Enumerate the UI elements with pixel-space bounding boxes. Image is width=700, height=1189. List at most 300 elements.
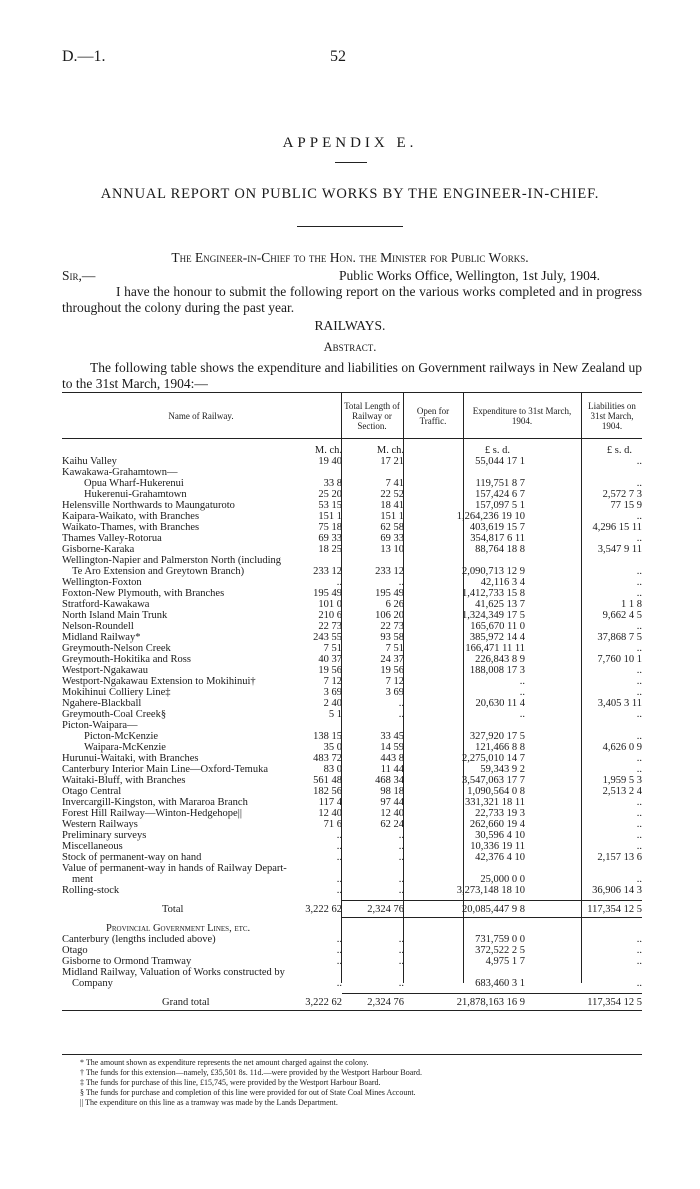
cell: .. — [636, 841, 642, 852]
cell: 2 40 — [323, 698, 342, 709]
cell: 1 1 8 — [621, 599, 642, 610]
cell: 119,751 8 7 — [475, 478, 525, 489]
cell: 97 44 — [380, 797, 404, 808]
cell: 157,097 5 1 — [475, 500, 525, 511]
total-rule — [342, 917, 642, 918]
cell: .. — [636, 456, 642, 467]
cell: 14 59 — [380, 742, 404, 753]
total-row — [62, 904, 642, 915]
cell: 2,157 13 6 — [597, 852, 642, 863]
cell: .. — [398, 978, 404, 989]
cell: 12 40 — [318, 808, 342, 819]
table-row — [62, 978, 642, 989]
cell: .. — [336, 841, 342, 852]
cell: 12 40 — [380, 808, 404, 819]
cell: .. — [336, 978, 342, 989]
cell: 24 37 — [380, 654, 404, 665]
railway-name: Miscellaneous — [62, 841, 123, 852]
cell: 195 49 — [375, 588, 404, 599]
cell: .. — [336, 852, 342, 863]
table-row — [62, 731, 642, 742]
cell: 3,405 3 11 — [597, 698, 642, 709]
table-row — [62, 610, 642, 621]
cell: 59,343 9 2 — [480, 764, 525, 775]
cell: .. — [398, 885, 404, 896]
cell: 4,626 0 9 — [602, 742, 642, 753]
railway-name: Preliminary surveys — [62, 830, 147, 841]
railway-name: Picton-Waipara— — [62, 720, 138, 731]
railway-name: Foxton-New Plymouth, with Branches — [62, 588, 225, 599]
cell: £ s. d. — [484, 445, 510, 456]
cell: .. — [636, 577, 642, 588]
cell: M. ch. — [314, 445, 342, 456]
abstract-heading: Abstract. — [323, 340, 377, 354]
cell: 10,336 19 11 — [470, 841, 525, 852]
cell: 3,222 62 — [305, 997, 342, 1008]
cell: .. — [636, 533, 642, 544]
cell: 443 8 — [380, 753, 404, 764]
cell: .. — [636, 566, 642, 577]
cell: 3,547 9 11 — [597, 544, 642, 555]
cell: 41,625 13 7 — [475, 599, 525, 610]
railway-name: Greymouth-Nelson Creek — [62, 643, 171, 654]
cell: 117 4 — [318, 797, 342, 808]
cell: .. — [398, 956, 404, 967]
cell: .. — [636, 956, 642, 967]
railway-name: Picton-McKenzie — [84, 731, 159, 742]
railway-name: Westport-Ngakawau — [62, 665, 149, 676]
railway-name: Te Aro Extension and Greytown Branch) — [72, 566, 245, 577]
provincial-heading — [62, 923, 642, 934]
cell: 243 55 — [313, 632, 342, 643]
cell: .. — [636, 676, 642, 687]
cell: 151 1 — [318, 511, 342, 522]
cell: .. — [636, 588, 642, 599]
cell: 4,975 1 7 — [485, 956, 525, 967]
cell: .. — [398, 841, 404, 852]
footnote: * The amount shown as expenditure represents the net amount charged against the colony. — [80, 1058, 369, 1067]
cell: .. — [636, 709, 642, 720]
cell: 9,662 4 5 — [602, 610, 642, 621]
cell: 226,843 8 9 — [475, 654, 525, 665]
table-row — [62, 544, 642, 555]
total-rule — [62, 1010, 642, 1011]
cell: 22,733 19 3 — [475, 808, 525, 819]
cell: .. — [636, 731, 642, 742]
grand-total-row — [62, 997, 642, 1008]
cell: 2,275,010 14 7 — [462, 753, 525, 764]
header-length: Total Length of Railway or Section. — [344, 400, 400, 431]
cell: .. — [636, 934, 642, 945]
cell: .. — [336, 577, 342, 588]
table-row — [62, 956, 642, 967]
railway-name: North Island Main Trunk — [62, 610, 168, 621]
railway-name: Midland Railway* — [62, 632, 141, 643]
cell: 62 58 — [380, 522, 404, 533]
cell: 731,759 0 0 — [475, 934, 525, 945]
table-row — [62, 654, 642, 665]
cell: 327,920 17 5 — [469, 731, 525, 742]
railway-name: Mokihinui Colliery Line‡ — [62, 687, 171, 698]
cell: 22 73 — [318, 621, 342, 632]
cell: 2,513 2 4 — [602, 786, 642, 797]
cell: 25 20 — [318, 489, 342, 500]
cell: .. — [519, 676, 525, 687]
railway-name: Kawakawa-Grahamtown— — [62, 467, 178, 478]
cell: 18 25 — [318, 544, 342, 555]
cell: 22 73 — [380, 621, 404, 632]
railway-name: Gisborne to Ormond Tramway — [62, 956, 192, 967]
cell: 69 33 — [380, 533, 404, 544]
railway-name: Stock of permanent-way on hand — [62, 852, 202, 863]
cell: 75 18 — [318, 522, 342, 533]
railway-name: Kaihu Valley — [62, 456, 117, 467]
cell: 20,085,447 9 8 — [462, 904, 525, 915]
table-row — [62, 588, 642, 599]
cell: 151 1 — [380, 511, 404, 522]
cell: 3 69 — [323, 687, 342, 698]
cell: 5 1 — [328, 709, 342, 720]
cell: 20,630 11 4 — [475, 698, 525, 709]
cell: 165,670 11 0 — [470, 621, 525, 632]
cell: 3,273,148 18 10 — [456, 885, 525, 896]
table-row — [62, 841, 642, 852]
railway-name: Helensville Northwards to Maungaturoto — [62, 500, 235, 511]
table-row — [62, 720, 642, 731]
cell: .. — [398, 945, 404, 956]
railway-name: Wellington-Napier and Palmerston North (including — [62, 555, 282, 566]
table-row — [62, 764, 642, 775]
cell: 37,868 7 5 — [597, 632, 642, 643]
railway-name: Otago Central — [62, 786, 122, 797]
cell: 157,424 6 7 — [475, 489, 525, 500]
cell: 7 51 — [323, 643, 342, 654]
title-rule — [297, 226, 403, 227]
cell: 166,471 11 11 — [465, 643, 525, 654]
table-row — [62, 742, 642, 753]
appendix-heading: APPENDIX E. — [282, 135, 418, 151]
railway-name: Ngahere-Blackball — [62, 698, 142, 709]
railway-name: Western Railways — [62, 819, 138, 830]
cell: .. — [336, 945, 342, 956]
cell: 354,817 6 11 — [470, 533, 525, 544]
cell: 7 41 — [385, 478, 404, 489]
railway-name: Otago — [62, 945, 88, 956]
table-row — [62, 478, 642, 489]
cell: 233 12 — [313, 566, 342, 577]
railway-name: Gisborne-Karaka — [62, 544, 135, 555]
cell: 1,090,564 0 8 — [467, 786, 525, 797]
document-reference: D.—1. — [62, 48, 106, 65]
cell: 182 56 — [313, 786, 342, 797]
table-row — [62, 489, 642, 500]
railway-name: Value of permanent-way in hands of Railway Depart- — [62, 863, 287, 874]
railway-name: Midland Railway, Valuation of Works constructed by — [62, 967, 285, 978]
footnote: † The funds for this extension—namely, £35,501 8s. 11d.—were provided by the Westport Harbour Board. — [80, 1068, 422, 1077]
railway-name: Forest Hill Railway—Winton-Hedgehope|| — [62, 808, 242, 819]
railway-expenditure-table — [62, 392, 642, 1008]
table-row — [62, 753, 642, 764]
cell: .. — [336, 830, 342, 841]
cell: 35 0 — [323, 742, 342, 753]
cell: 71 6 — [323, 819, 342, 830]
cell: 1,412,733 15 8 — [462, 588, 525, 599]
table-row — [62, 687, 642, 698]
cell: 1,264,236 19 10 — [456, 511, 525, 522]
table-row — [62, 555, 642, 566]
cell: 2,324 76 — [367, 997, 404, 1008]
table-row — [62, 709, 642, 720]
cell: 13 10 — [380, 544, 404, 555]
table-row — [62, 775, 642, 786]
footnote: || The expenditure on this line as a tramway was made by the Lands Department. — [80, 1098, 338, 1107]
railway-name: Invercargill-Kingston, with Mararoa Branch — [62, 797, 248, 808]
cell: 3,222 62 — [305, 904, 342, 915]
cell: .. — [398, 852, 404, 863]
table-row — [62, 874, 642, 885]
table-row — [62, 522, 642, 533]
cell: 77 15 9 — [610, 500, 642, 511]
cell: 33 8 — [323, 478, 342, 489]
cell: 36,906 14 3 — [592, 885, 642, 896]
cell: 468 34 — [375, 775, 404, 786]
railway-name: Waikato-Thames, with Branches — [62, 522, 200, 533]
railway-name: Nelson-Roundell — [62, 621, 134, 632]
cell: 233 12 — [375, 566, 404, 577]
cell: 683,460 3 1 — [475, 978, 525, 989]
cell: 2,572 7 3 — [602, 489, 642, 500]
railway-name: Opua Wharf-Hukerenui — [84, 478, 184, 489]
table-row — [62, 566, 642, 577]
header-expenditure: Expenditure to 31st March, 1904. — [472, 405, 572, 426]
salutation: Sir,— — [62, 268, 96, 283]
cell: .. — [636, 978, 642, 989]
cell: 6 26 — [385, 599, 404, 610]
cell: 106 20 — [375, 610, 404, 621]
cell: .. — [636, 874, 642, 885]
cell: .. — [336, 874, 342, 885]
cell: .. — [398, 709, 404, 720]
cell: 7,760 10 1 — [597, 654, 642, 665]
header-rule — [62, 438, 642, 439]
table-row — [62, 599, 642, 610]
table-row — [62, 467, 642, 478]
cell: 19 56 — [318, 665, 342, 676]
cell: 385,972 14 4 — [469, 632, 525, 643]
railway-name: Canterbury (lengths included above) — [62, 934, 216, 945]
railway-name: Wellington-Foxton — [62, 577, 142, 588]
cell: 42,116 3 4 — [480, 577, 525, 588]
table-row — [62, 852, 642, 863]
cell: 98 18 — [380, 786, 404, 797]
cell: .. — [636, 665, 642, 676]
total-rule — [342, 900, 642, 901]
cell: 138 15 — [313, 731, 342, 742]
railway-name: Canterbury Interior Main Line—Oxford-Temuka — [62, 764, 268, 775]
cell: 188,008 17 3 — [469, 665, 525, 676]
table-row — [62, 967, 642, 978]
header-open: Open for Traffic. — [416, 405, 450, 426]
cell: 88,764 18 8 — [475, 544, 525, 555]
cell: 2,324 76 — [367, 904, 404, 915]
cell: 117,354 12 5 — [587, 904, 642, 915]
cell: 4,296 15 11 — [592, 522, 642, 533]
cell: 19 40 — [318, 456, 342, 467]
railway-name: Hukerenui-Grahamtown — [84, 489, 187, 500]
cell: .. — [636, 945, 642, 956]
footnotes — [80, 1058, 422, 1108]
cell: 69 33 — [318, 533, 342, 544]
cell: 22 52 — [380, 489, 404, 500]
railway-name: Company — [72, 978, 113, 989]
cell: .. — [636, 753, 642, 764]
railway-name: ment — [72, 874, 93, 885]
cell: 121,466 8 8 — [475, 742, 525, 753]
railway-name: Grand total — [162, 997, 210, 1008]
cell: .. — [336, 934, 342, 945]
footnote: § The funds for purchase and completion of this line were provided for out of State Coal Mines Account. — [80, 1088, 416, 1097]
cell: .. — [636, 808, 642, 819]
report-title: ANNUAL REPORT ON PUBLIC WORKS BY THE ENGINEER-IN-CHIEF. — [100, 186, 600, 202]
cell: 17 21 — [380, 456, 404, 467]
table-row — [62, 643, 642, 654]
cell: .. — [398, 874, 404, 885]
table-row — [62, 533, 642, 544]
table-row — [62, 885, 642, 896]
footnote: ‡ The funds for purchase of this line, £15,745, were provided by the Westport Harbour Board. — [80, 1078, 381, 1087]
cell: 83 0 — [323, 764, 342, 775]
cell: 403,619 15 7 — [469, 522, 525, 533]
heading-rule — [335, 162, 367, 163]
cell: 372,522 2 5 — [475, 945, 525, 956]
cell: 42,376 4 10 — [475, 852, 525, 863]
railway-name: Total — [162, 904, 184, 915]
cell: 1,324,349 17 5 — [462, 610, 525, 621]
cell: 33 45 — [380, 731, 404, 742]
table-row — [62, 632, 642, 643]
railway-name: Hurunui-Waitaki, with Branches — [62, 753, 199, 764]
table-row — [62, 819, 642, 830]
header-liabilities: Liabilities on 31st March, 1904. — [588, 400, 636, 431]
table-row — [62, 945, 642, 956]
cell: 7 51 — [385, 643, 404, 654]
cell: 55,044 17 1 — [475, 456, 525, 467]
table-row — [62, 863, 642, 874]
table-row — [62, 797, 642, 808]
cell: 11 44 — [380, 764, 404, 775]
cell: 331,321 18 11 — [465, 797, 525, 808]
cell: .. — [636, 797, 642, 808]
table-row — [62, 786, 642, 797]
table-row — [62, 830, 642, 841]
railway-name: Greymouth-Hokitika and Ross — [62, 654, 191, 665]
railway-name: Westport-Ngakawau Extension to Mokihinui† — [62, 676, 256, 687]
cell: 195 49 — [313, 588, 342, 599]
cell: .. — [636, 643, 642, 654]
total-rule — [342, 993, 642, 994]
railway-name: Thames Valley-Rotorua — [62, 533, 162, 544]
cell: 62 24 — [380, 819, 404, 830]
footnote-rule — [62, 1054, 642, 1055]
table-row — [62, 808, 642, 819]
page-number: 52 — [330, 48, 346, 65]
cell: 25,000 0 0 — [480, 874, 525, 885]
table-row — [62, 456, 642, 467]
cell: .. — [398, 698, 404, 709]
cell: M. ch. — [376, 445, 404, 456]
cell: .. — [336, 885, 342, 896]
cell: 53 15 — [318, 500, 342, 511]
cell: 21,878,163 16 9 — [456, 997, 525, 1008]
table-row — [62, 934, 642, 945]
cell: .. — [636, 511, 642, 522]
table-row — [62, 500, 642, 511]
railway-name: Kaipara-Waikato, with Branches — [62, 511, 200, 522]
table-row — [62, 577, 642, 588]
cell: 101 0 — [318, 599, 342, 610]
cell: 19 56 — [380, 665, 404, 676]
cell: 3,547,063 17 7 — [462, 775, 525, 786]
table-row — [62, 676, 642, 687]
cell: 2,090,713 12 9 — [462, 566, 525, 577]
units-row — [62, 445, 642, 456]
cell: .. — [398, 934, 404, 945]
cell: .. — [398, 577, 404, 588]
office-date: Public Works Office, Wellington, 1st July, 1904. — [339, 268, 600, 283]
cell: .. — [398, 830, 404, 841]
table-row — [62, 665, 642, 676]
cell: 561 48 — [313, 775, 342, 786]
cell: 262,660 19 4 — [469, 819, 525, 830]
header-name: Name of Railway. — [168, 410, 234, 421]
cell: .. — [636, 830, 642, 841]
cell: .. — [636, 621, 642, 632]
cell: .. — [636, 478, 642, 489]
railway-name: Waitaki-Bluff, with Branches — [62, 775, 186, 786]
cell: 117,354 12 5 — [587, 997, 642, 1008]
railway-name: Rolling-stock — [62, 885, 120, 896]
cell: 93 58 — [380, 632, 404, 643]
cell: .. — [636, 764, 642, 775]
cell: 40 37 — [318, 654, 342, 665]
cell: £ s. d. — [606, 445, 632, 456]
railway-name: Greymouth-Coal Creek§ — [62, 709, 167, 720]
cell: .. — [636, 687, 642, 698]
cell: 1,959 5 3 — [602, 775, 642, 786]
table-body — [62, 445, 642, 1008]
table-row — [62, 511, 642, 522]
table-intro-paragraph: The following table shows the expenditure and liabilities on Government railways in New Zealand up to the 31st March, 1904:— — [62, 360, 642, 391]
cell: 30,596 4 10 — [475, 830, 525, 841]
provincial-heading-text: Provincial Government Lines, etc. — [106, 923, 251, 934]
cell: 7 12 — [385, 676, 404, 687]
cell: .. — [519, 687, 525, 698]
cell: 483 72 — [313, 753, 342, 764]
cell: 18 41 — [380, 500, 404, 511]
cell: 210 6 — [318, 610, 342, 621]
intro-paragraph: I have the honour to submit the following report on the various works completed and in progress throughout the colony during the past year. — [62, 284, 642, 315]
cell: .. — [519, 709, 525, 720]
cell: .. — [636, 819, 642, 830]
railway-name: Stratford-Kawakawa — [62, 599, 150, 610]
section-heading: RAILWAYS. — [314, 318, 386, 333]
railway-name: Waipara-McKenzie — [84, 742, 166, 753]
table-row — [62, 698, 642, 709]
cell: .. — [336, 956, 342, 967]
table-row — [62, 621, 642, 632]
cell: 7 12 — [323, 676, 342, 687]
cell: 3 69 — [385, 687, 404, 698]
